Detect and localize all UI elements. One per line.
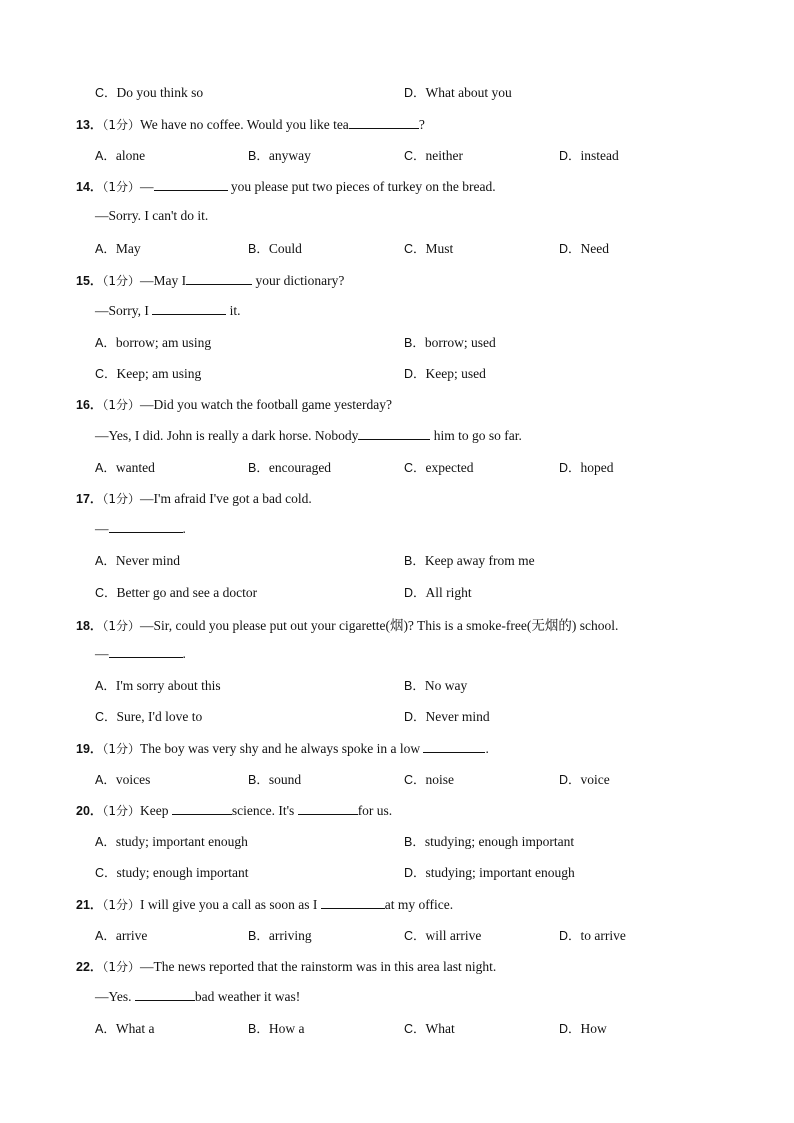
question-text: —I'm afraid I've got a bad cold. [140, 491, 312, 506]
option-letter: A． [95, 773, 116, 787]
question-score: （1分） [102, 960, 141, 974]
option-letter: A． [95, 336, 116, 350]
answer-option [248, 926, 312, 944]
question-text: it. [226, 303, 241, 318]
option-text: instead [580, 148, 619, 163]
question-text: you please put two pieces of turkey on the bread. [227, 179, 496, 194]
question-number: 18． [76, 619, 103, 633]
option-text: Better go and see a doctor [116, 585, 258, 600]
option-letter: D． [559, 1022, 581, 1036]
question-text: at my office. [384, 897, 454, 912]
question-text: . [182, 521, 186, 536]
option-text: What a [115, 1021, 155, 1036]
option-letter: C． [404, 1022, 426, 1036]
option-text: What about you [425, 85, 512, 100]
question-number: 15． [76, 274, 103, 288]
option-text: Keep; am using [116, 366, 202, 381]
answer-option [404, 364, 486, 382]
answer-blank [298, 802, 358, 815]
option-text: Need [580, 241, 610, 256]
question-line [76, 801, 392, 819]
question-text: Keep [140, 803, 172, 818]
question-text: The boy was very shy and he always spoke in a low [140, 741, 424, 756]
answer-blank [154, 178, 228, 191]
answer-option [95, 239, 141, 257]
option-text: studying; important enough [425, 865, 575, 880]
question-text: . [485, 741, 489, 756]
answer-option [95, 583, 257, 601]
question-text: I will give you a call as soon as I [140, 897, 321, 912]
answer-option [559, 1019, 607, 1037]
answer-option [248, 458, 331, 476]
question-line [76, 957, 496, 975]
option-text: How a [268, 1021, 305, 1036]
option-letter: D． [559, 929, 581, 943]
answer-option [404, 583, 472, 601]
answer-option [248, 239, 302, 257]
option-text: studying; enough important [424, 834, 575, 849]
answer-option [95, 676, 221, 694]
option-text: neither [425, 148, 464, 163]
question-text: —Yes. [95, 989, 135, 1004]
answer-option [248, 770, 301, 788]
question-line [95, 645, 186, 662]
option-letter: B． [248, 1022, 269, 1036]
option-text: arriving [268, 928, 312, 943]
option-text: anyway [268, 148, 311, 163]
option-text: noise [425, 772, 455, 787]
answer-option [95, 1019, 154, 1037]
option-text: Could [268, 241, 302, 256]
option-text: expected [425, 460, 474, 475]
option-text: arrive [115, 928, 148, 943]
option-text: to arrive [580, 928, 626, 943]
option-letter: D． [404, 710, 426, 724]
option-letter: C． [95, 586, 117, 600]
answer-option [95, 863, 249, 881]
question-text: — [95, 521, 109, 536]
question-text: —Sorry. I can't do it. [95, 208, 209, 223]
option-text: May [115, 241, 141, 256]
option-text: I'm sorry about this [115, 678, 221, 693]
answer-option [95, 333, 211, 351]
question-line [76, 739, 489, 757]
answer-blank [349, 116, 419, 129]
option-letter: A． [95, 679, 116, 693]
question-score: （1分） [102, 118, 141, 132]
question-line [95, 988, 300, 1005]
question-line [76, 895, 453, 913]
question-text: — [140, 179, 154, 194]
option-text: How [580, 1021, 607, 1036]
answer-option [95, 770, 150, 788]
option-text: will arrive [425, 928, 482, 943]
question-line [95, 520, 186, 537]
answer-blank [109, 645, 183, 658]
option-text: Never mind [115, 553, 180, 568]
answer-blank [152, 302, 226, 315]
option-letter: A． [95, 835, 116, 849]
question-number: 13． [76, 118, 103, 132]
answer-option [404, 458, 474, 476]
question-score: （1分） [102, 492, 141, 506]
question-text: We have no coffee. Would you like tea [140, 117, 349, 132]
question-line [76, 489, 312, 507]
answer-option [404, 239, 453, 257]
answer-option [404, 832, 574, 850]
option-text: Never mind [425, 709, 490, 724]
option-letter: B． [404, 679, 425, 693]
question-score: （1分） [102, 619, 141, 633]
option-letter: A． [95, 461, 116, 475]
answer-option [95, 551, 180, 569]
answer-option [559, 146, 619, 164]
option-letter: D． [404, 586, 426, 600]
option-text: sound [268, 772, 302, 787]
answer-option [95, 146, 145, 164]
option-text: hoped [580, 460, 614, 475]
option-letter: A． [95, 554, 116, 568]
question-line [76, 115, 425, 133]
option-text: What [425, 1021, 455, 1036]
option-letter: C． [95, 866, 117, 880]
question-text: —Sir, could you please put out your cigarette(烟)? This is a smoke-free(无烟的) school. [140, 618, 619, 633]
answer-option [404, 863, 575, 881]
question-text: for us. [357, 803, 393, 818]
option-letter: C． [404, 929, 426, 943]
answer-option [95, 832, 248, 850]
option-letter: C． [95, 86, 117, 100]
question-number: 21． [76, 898, 103, 912]
option-letter: D． [404, 367, 426, 381]
option-text: voices [115, 772, 151, 787]
answer-option [404, 333, 496, 351]
option-letter: B． [248, 461, 269, 475]
answer-option [248, 1019, 304, 1037]
answer-option [95, 83, 203, 101]
option-letter: B． [248, 242, 269, 256]
answer-option [95, 364, 201, 382]
question-score: （1分） [102, 898, 141, 912]
question-text: bad weather it was! [194, 989, 301, 1004]
option-text: Must [425, 241, 454, 256]
answer-option [559, 458, 614, 476]
option-letter: D． [559, 773, 581, 787]
question-score: （1分） [102, 804, 141, 818]
answer-blank [423, 740, 485, 753]
option-text: Keep away from me [424, 553, 535, 568]
option-text: study; enough important [116, 865, 249, 880]
answer-option [404, 146, 463, 164]
question-score: （1分） [102, 180, 141, 194]
option-letter: C． [404, 773, 426, 787]
question-text: — [95, 646, 109, 661]
question-line [95, 302, 241, 319]
option-letter: B． [404, 336, 425, 350]
option-letter: B． [248, 773, 269, 787]
question-text: —May I [140, 273, 187, 288]
answer-blank [172, 802, 232, 815]
option-letter: C． [404, 149, 426, 163]
option-text: encouraged [268, 460, 332, 475]
answer-option [559, 770, 610, 788]
answer-blank [186, 272, 252, 285]
question-score: （1分） [102, 274, 141, 288]
option-letter: A． [95, 242, 116, 256]
question-number: 20． [76, 804, 103, 818]
option-letter: C． [404, 461, 426, 475]
option-letter: C． [95, 710, 117, 724]
question-number: 22． [76, 960, 103, 974]
answer-option [404, 926, 481, 944]
option-text: study; important enough [115, 834, 248, 849]
option-letter: D． [404, 866, 426, 880]
question-text: —Did you watch the football game yesterday? [140, 397, 392, 412]
answer-option [95, 707, 202, 725]
answer-option [559, 239, 609, 257]
option-letter: C． [404, 242, 426, 256]
question-number: 17． [76, 492, 103, 506]
option-text: wanted [115, 460, 155, 475]
question-line [95, 208, 208, 224]
question-line [76, 614, 618, 634]
option-text: All right [425, 585, 472, 600]
option-letter: B． [248, 929, 269, 943]
question-score: （1分） [102, 398, 141, 412]
question-score: （1分） [102, 742, 141, 756]
question-number: 14． [76, 180, 103, 194]
answer-option [404, 676, 467, 694]
question-text: ? [418, 117, 425, 132]
option-letter: D． [559, 461, 581, 475]
question-text: . [182, 646, 186, 661]
option-text: borrow; am using [115, 335, 212, 350]
option-letter: D． [559, 149, 581, 163]
question-text: him to go so far. [430, 428, 522, 443]
question-number: 19． [76, 742, 103, 756]
option-text: voice [580, 772, 610, 787]
answer-option [95, 458, 155, 476]
question-line [95, 427, 522, 444]
option-letter: A． [95, 1022, 116, 1036]
question-line [76, 271, 344, 289]
question-text: —Sorry, I [95, 303, 153, 318]
answer-blank [321, 896, 385, 909]
option-letter: C． [95, 367, 117, 381]
option-letter: A． [95, 929, 116, 943]
question-text: —Yes, I did. John is really a dark horse. Nobody [95, 428, 359, 443]
question-text: science. It's [231, 803, 298, 818]
answer-blank [135, 988, 195, 1001]
answer-option [248, 146, 311, 164]
option-letter: B． [404, 835, 425, 849]
option-letter: B． [404, 554, 425, 568]
option-text: Do you think so [116, 85, 204, 100]
question-text: —The news reported that the rainstorm was in this area last night. [140, 959, 497, 974]
question-number: 16． [76, 398, 103, 412]
option-letter: D． [404, 86, 426, 100]
answer-option [559, 926, 626, 944]
answer-option [404, 707, 490, 725]
option-text: Keep; used [425, 366, 486, 381]
option-text: alone [115, 148, 146, 163]
answer-blank [358, 427, 430, 440]
answer-option [95, 926, 147, 944]
answer-blank [109, 520, 183, 533]
option-text: No way [424, 678, 468, 693]
question-line [76, 177, 496, 195]
answer-option [404, 83, 512, 101]
option-letter: B． [248, 149, 269, 163]
answer-option [404, 1019, 455, 1037]
question-text: your dictionary? [252, 273, 345, 288]
option-letter: A． [95, 149, 116, 163]
option-text: borrow; used [424, 335, 496, 350]
question-line [76, 395, 392, 413]
option-letter: D． [559, 242, 581, 256]
answer-option [404, 551, 535, 569]
answer-option [404, 770, 454, 788]
option-text: Sure, I'd love to [116, 709, 203, 724]
